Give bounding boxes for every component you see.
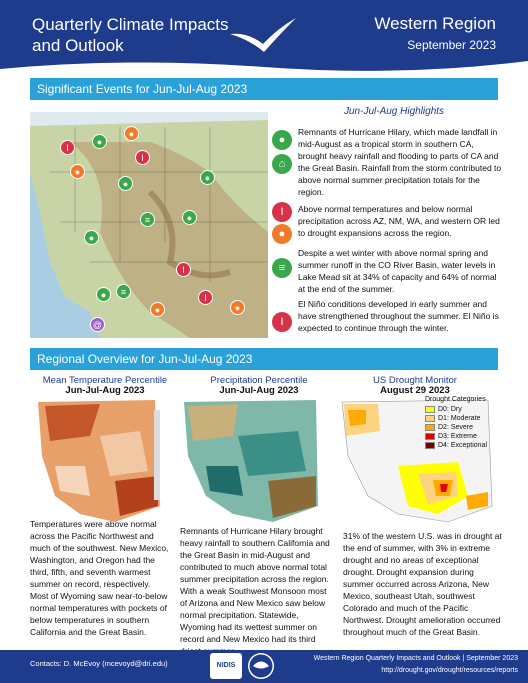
- precipitation-map-subtitle: Jun-Jul-Aug 2023: [219, 385, 299, 396]
- legend-item: [425, 405, 487, 414]
- publication-line: Western Region Quarterly Impacts and Outlook | September 2023: [313, 655, 518, 662]
- legend-swatch: [425, 406, 435, 413]
- highlight-text: Above normal temperatures and below normal precipitation across AZ, NM, WA, and western OR led to drought expansions across the region.: [298, 204, 500, 238]
- page-header: [0, 0, 528, 76]
- temperature-map-title: Mean Temperature Percentile: [42, 375, 168, 386]
- regional-overview-heading: Regional Overview for Jun-Jul-Aug 2023: [30, 348, 498, 370]
- significant-events-map: [30, 112, 268, 338]
- drought-monitor-title: US Drought Monitor: [373, 375, 457, 386]
- rain-drop-icon: ●: [96, 287, 111, 302]
- thermometer-icon: I: [135, 150, 150, 165]
- hurricane-icon: @: [90, 317, 105, 332]
- rain-drop-icon: ●: [200, 170, 215, 185]
- rain-drop-icon: ●: [118, 176, 133, 191]
- rain-drop-icon: ●: [84, 230, 99, 245]
- temperature-percentile-map: [30, 396, 170, 526]
- water-level-icon: ≡: [140, 212, 155, 227]
- report-date: September 2023: [407, 38, 496, 52]
- legend-label: D3: Extreme: [438, 433, 477, 440]
- legend-swatch: [425, 442, 435, 449]
- temperature-summary: Temperatures were above normal across the Pacific Northwest and much of the southwest. New Mexico, Washington, and Oregon had the third, fifth, and seventh warmest summer on record, respectively. Most of Wyoming saw near-to-below normal temperatures with pockets of below temperatures in southern California and the Great Basin.: [30, 519, 169, 637]
- page-footer: [0, 650, 528, 683]
- legend-swatch: [425, 415, 435, 422]
- legend-title: Drought Categories: [425, 396, 486, 403]
- thermometer-icon: I: [272, 202, 292, 222]
- thermometer-icon: I: [198, 290, 213, 305]
- noaa-logo-icon: [248, 653, 274, 679]
- drop-icon: ●: [124, 126, 139, 141]
- legend-swatch: [425, 433, 435, 440]
- drought-summary: 31% of the western U.S. was in drought at the end of summer, with 3% in extreme drought and no areas of exceptional drought. Drought expansion during summer occurred across Arizona, New Mexico, southeast Utah, southwest Colorado and much of the Pacific Northwest. Drought amelioration occurred throughout much of the Great Basin.: [343, 531, 502, 637]
- nidis-logo: NIDIS: [210, 653, 242, 679]
- precipitation-map-title: Precipitation Percentile: [210, 375, 308, 386]
- rain-drop-icon: ●: [182, 210, 197, 225]
- significant-events-heading: Significant Events for Jun-Jul-Aug 2023: [30, 78, 498, 100]
- region-name: Western Region: [374, 14, 496, 33]
- drop-icon: ●: [150, 302, 165, 317]
- precipitation-percentile-map: [178, 396, 330, 526]
- precipitation-summary: Remnants of Hurricane Hilary brought heavy rainfall to southern California and the Great Basin in mid-August and contributed to much above normal total summer precipitation across the region. With a weak Southwest Monsoon most of Arizona and New Mexico saw below normal precipitation. Statewide, Wyoming had its wettest summer on record and New Mexico had its third: [180, 526, 330, 644]
- rain-drop-icon: ●: [272, 130, 292, 150]
- water-level-icon: ≡: [272, 258, 292, 278]
- highlights-title: Jun-Jul-Aug Highlights: [344, 106, 445, 117]
- legend-label: D1: Moderate: [438, 415, 481, 422]
- water-level-icon: ≡: [116, 284, 131, 299]
- drought-legend: [425, 396, 487, 450]
- report-title: Quarterly Climate Impacts and Outlook: [32, 15, 229, 55]
- header-wave: [0, 55, 528, 76]
- legend-item: [425, 423, 487, 432]
- highlight-text: Despite a wet winter with above normal spring and summer runoff in the CO River Basin, water levels in Lake Mead sit at 34% of capacity and 64% of normal at the end of the summer.: [298, 248, 497, 294]
- legend-item: [425, 441, 487, 450]
- rain-drop-icon: ●: [92, 134, 107, 149]
- legend-label: D0: Dry: [438, 406, 462, 413]
- highlight-text: El Niño conditions developed in early summer and have strengthened throughout the summer. El Niño is expected to continue through the winter.: [298, 299, 499, 333]
- legend-swatch: [425, 424, 435, 431]
- drop-icon: ●: [230, 300, 245, 315]
- reports-link[interactable]: http://drought.gov/drought/resources/reports: [381, 667, 518, 674]
- thermometer-icon: I: [272, 312, 292, 332]
- thermometer-icon: I: [60, 140, 75, 155]
- temperature-map-subtitle: Jun-Jul-Aug 2023: [65, 385, 145, 396]
- contacts: Contacts: D. McEvoy (mcevoyd@dri.edu): [30, 659, 168, 668]
- legend-item: [425, 414, 487, 423]
- drop-icon: ●: [272, 224, 292, 244]
- legend-label: D2: Severe: [438, 424, 474, 431]
- highlight-text: Remnants of Hurricane Hilary, which made landfall in mid-August as a tropical storm in southern CA, brought heavy rainfall and flooding to parts of CA and the Great Basin. Rainfall from the storm contributed to above normal summer precipitation totals for the region.: [298, 127, 502, 197]
- drop-icon: ●: [70, 164, 85, 179]
- drought-monitor-date: August 29 2023: [380, 385, 450, 396]
- legend-label: D4: Exceptional: [438, 442, 488, 449]
- thermometer-icon: I: [176, 262, 191, 277]
- legend-item: [425, 432, 487, 441]
- flood-house-icon: ⌂: [272, 154, 292, 174]
- bird-logo-icon: [228, 14, 298, 54]
